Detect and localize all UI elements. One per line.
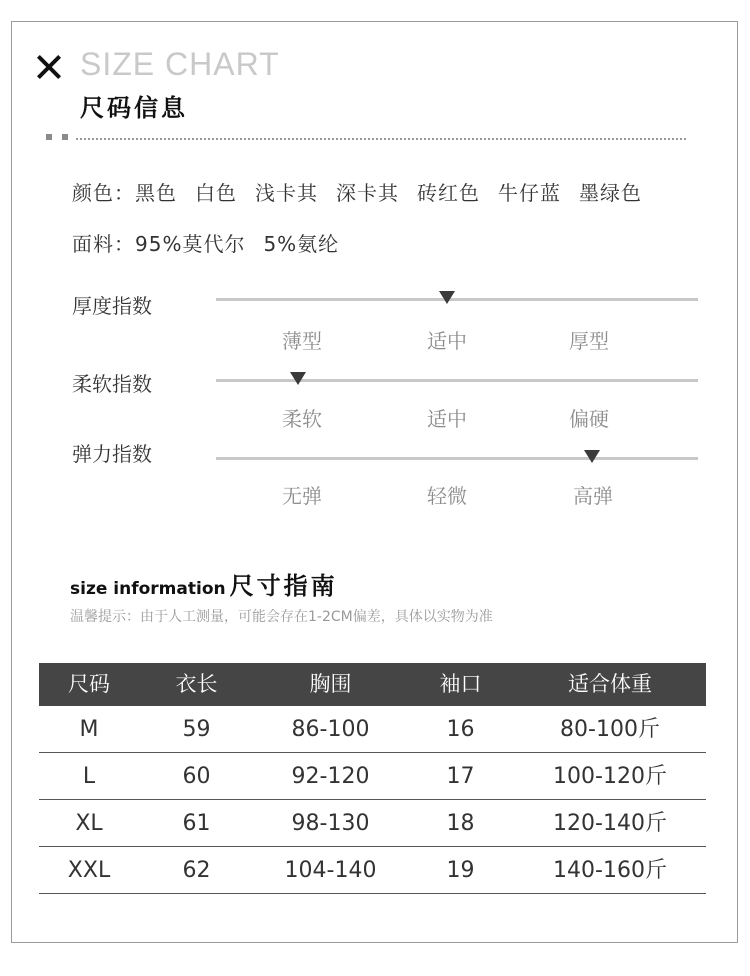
size-guide-title xyxy=(70,566,338,601)
table-cell: 17 xyxy=(446,764,475,789)
size-guide-title-cn: 尺寸指南 xyxy=(229,572,338,600)
table-header xyxy=(39,663,706,706)
thickness-index-marker xyxy=(439,291,455,304)
color-label: 颜色： xyxy=(72,181,135,205)
softness-level: 柔软 xyxy=(282,407,322,431)
divider-square xyxy=(46,134,52,140)
title-en: SIZE CHART xyxy=(80,46,280,82)
measurement-note: 温馨提示：由于人工测量，可能会存在1-2CM偏差，具体以实物为准 xyxy=(70,609,493,625)
table-cell: 62 xyxy=(182,858,211,883)
table-cell: 19 xyxy=(446,858,475,883)
table-cell: XL xyxy=(75,811,103,836)
table-cell: 61 xyxy=(182,811,211,836)
color-value: 深卡其 xyxy=(336,181,399,205)
color-value: 白色 xyxy=(195,181,237,205)
size-table xyxy=(39,663,706,894)
softness-index-marker xyxy=(290,372,306,385)
elasticity-index-track xyxy=(216,457,698,460)
header-cell: 尺码 xyxy=(68,672,110,696)
thickness-level: 适中 xyxy=(427,329,467,353)
divider-dots xyxy=(76,138,686,140)
elasticity-level: 无弹 xyxy=(282,484,322,508)
table-cell: 104-140 xyxy=(284,858,377,883)
table-cell: XXL xyxy=(67,858,111,883)
thickness-level: 厚型 xyxy=(569,329,609,353)
page-title: 尺码信息 xyxy=(80,94,188,122)
fabric-value: 5%氨纶 xyxy=(263,232,340,256)
table-row xyxy=(39,847,706,894)
elasticity-level: 高弹 xyxy=(573,484,613,508)
color-value: 牛仔蓝 xyxy=(498,181,561,205)
header-cell: 适合体重 xyxy=(568,672,652,696)
table-cell: M xyxy=(79,717,99,742)
color-value: 墨绿色 xyxy=(579,181,642,205)
color-info xyxy=(72,177,660,206)
dotted-divider xyxy=(46,134,686,140)
table-cell: 86-100 xyxy=(291,717,370,742)
divider-square xyxy=(62,134,68,140)
table-row xyxy=(39,800,706,847)
table-cell: 60 xyxy=(182,764,211,789)
close-x-icon xyxy=(36,54,62,80)
table-row xyxy=(39,753,706,800)
elasticity-index-label: 弹力指数 xyxy=(72,442,152,466)
table-cell: 140-160斤 xyxy=(553,858,667,883)
fabric-info xyxy=(72,228,357,257)
thickness-index-track xyxy=(216,298,698,301)
table-cell: 80-100斤 xyxy=(560,717,660,742)
table-cell: 98-130 xyxy=(291,811,370,836)
elasticity-level: 轻微 xyxy=(427,484,467,508)
header-cell: 胸围 xyxy=(309,672,352,696)
table-cell: 92-120 xyxy=(291,764,370,789)
softness-level: 偏硬 xyxy=(569,407,609,431)
table-cell: 100-120斤 xyxy=(553,764,667,789)
header-cell: 袖口 xyxy=(439,672,482,696)
table-cell: 120-140斤 xyxy=(553,811,667,836)
color-value: 浅卡其 xyxy=(255,181,318,205)
table-cell: 18 xyxy=(446,811,475,836)
softness-level: 适中 xyxy=(427,407,467,431)
table-cell: L xyxy=(82,764,96,789)
table-cell: 16 xyxy=(446,717,475,742)
thickness-level: 薄型 xyxy=(282,329,322,353)
color-value: 黑色 xyxy=(135,181,177,205)
table-cell: 59 xyxy=(182,717,211,742)
elasticity-index-marker xyxy=(584,450,600,463)
fabric-value: 95%莫代尔 xyxy=(135,232,246,256)
header-cell: 衣长 xyxy=(175,672,218,696)
size-guide-title-en: size information xyxy=(70,579,226,599)
softness-index-label: 柔软指数 xyxy=(72,372,152,396)
table-row xyxy=(39,706,706,753)
thickness-index-label: 厚度指数 xyxy=(72,294,152,318)
color-value: 砖红色 xyxy=(417,181,480,205)
fabric-label: 面料： xyxy=(72,232,135,256)
softness-index-track xyxy=(216,379,698,382)
